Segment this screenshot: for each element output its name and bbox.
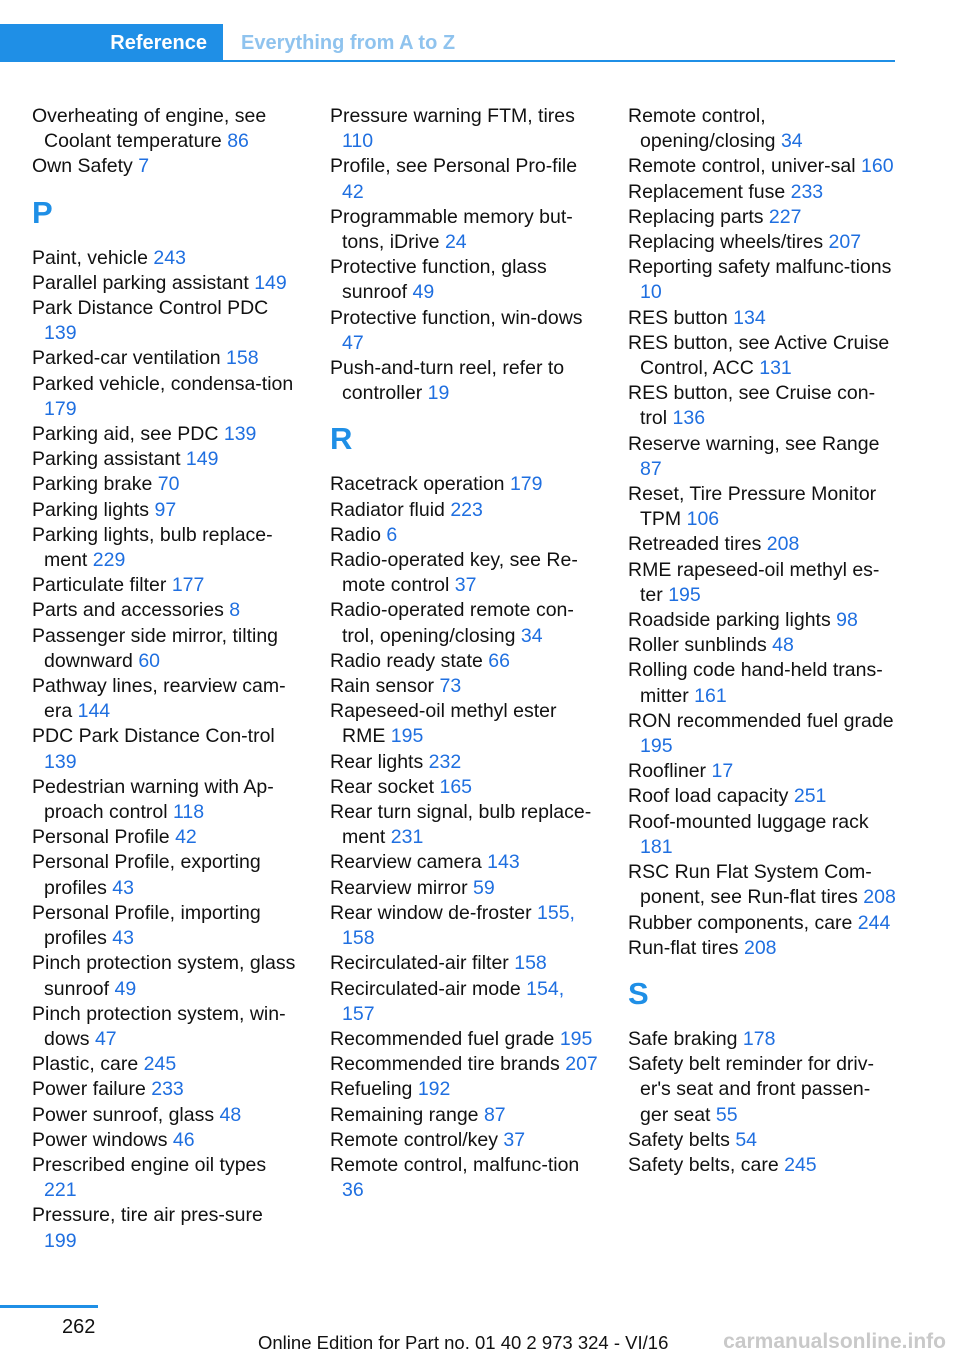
page-reference-link[interactable]: 47: [94, 1027, 117, 1050]
page-reference-link[interactable]: 233: [790, 180, 824, 203]
page-reference-link[interactable]: 55: [715, 1103, 738, 1126]
entry-term: Profile, see Personal Pro-file: [330, 155, 578, 178]
entry-term: Park Distance Control PDC: [32, 297, 269, 320]
page-reference-link[interactable]: 158: [226, 347, 259, 370]
entry-term: Reserve warning, see Range: [628, 432, 880, 455]
index-entry: [330, 104, 598, 154]
index-entry: [628, 154, 898, 179]
entry-term: Pathway lines, rearview cam-era: [32, 675, 286, 723]
index-entry: [330, 977, 598, 1027]
index-entry: [32, 674, 300, 724]
page-reference-link[interactable]: 87: [483, 1103, 506, 1126]
index-entry: [628, 1128, 898, 1153]
page-reference-link[interactable]: 37: [454, 574, 477, 597]
index-entry: [330, 1153, 598, 1203]
entry-term: RON recommended fuel grade: [628, 709, 894, 732]
page-reference-link[interactable]: 221: [44, 1179, 77, 1202]
index-entry: [32, 573, 300, 598]
index-entry: [628, 482, 898, 532]
index-entry: [330, 154, 598, 204]
page-reference-link[interactable]: 131: [759, 357, 792, 380]
index-entry: [330, 1052, 598, 1077]
page-reference-link[interactable]: 149: [185, 448, 219, 471]
index-entry: [32, 1128, 300, 1153]
index-entry: [628, 936, 898, 961]
index-entry: [330, 1077, 598, 1102]
page-reference-link[interactable]: 227: [768, 205, 802, 228]
page-reference-link[interactable]: 43: [112, 876, 134, 899]
page-reference-link[interactable]: 6: [386, 523, 398, 546]
entry-term: Prescribed engine oil types: [32, 1153, 267, 1176]
page-reference-link[interactable]: 195: [559, 1027, 593, 1050]
page-reference-link[interactable]: 106: [686, 508, 720, 531]
entry-term: Rear socket: [330, 775, 435, 798]
page-reference-link[interactable]: 179: [44, 397, 77, 420]
index-entry: [628, 381, 898, 431]
page-reference-link[interactable]: 195: [668, 583, 701, 606]
index-entry: [32, 775, 300, 825]
index-entry: [330, 498, 598, 523]
page-reference-link[interactable]: 160: [861, 155, 894, 178]
entry-term: Safety belts: [628, 1128, 730, 1151]
page-reference-link[interactable]: 207: [828, 231, 862, 254]
page-reference-link[interactable]: 208: [863, 886, 896, 909]
index-entry: [628, 1052, 898, 1128]
index-entry: [628, 306, 898, 331]
page-reference-link[interactable]: 143: [487, 851, 520, 874]
entry-term: RES button, see Cruise con-trol: [628, 382, 876, 430]
section-letter: S: [628, 975, 649, 1011]
index-entry: [330, 472, 598, 497]
page-reference-link[interactable]: 60: [138, 649, 161, 672]
page-reference-link[interactable]: 251: [793, 785, 827, 808]
page-reference-link[interactable]: 134: [733, 306, 766, 329]
entry-term: RES button: [628, 306, 728, 329]
entry-term: Rubber components, care: [628, 911, 853, 934]
index-entry: [628, 709, 898, 759]
page-reference-link[interactable]: 232: [428, 750, 462, 773]
index-entry: [32, 1052, 300, 1077]
index-entry: [628, 810, 898, 860]
index-column-2: [330, 104, 598, 1203]
index-entry: [330, 750, 598, 775]
entry-term: Parking aid, see PDC: [32, 423, 219, 446]
entry-term: Personal Profile, exporting profiles: [32, 851, 261, 899]
index-entry: [32, 951, 300, 1001]
entry-term: Pinch protection system, glass sunroof: [32, 952, 296, 1000]
index-entry: [628, 558, 898, 608]
index-entry: [628, 784, 898, 809]
page-reference-link[interactable]: 144: [77, 700, 111, 723]
page-reference-link[interactable]: 42: [342, 180, 364, 203]
index-entry: [628, 1153, 898, 1178]
index-entry: [32, 523, 300, 573]
tab-everything-a-to-z[interactable]: Everything from A to Z: [241, 31, 456, 54]
page-reference-link[interactable]: 70: [157, 473, 180, 496]
entry-term: Programmable memory but-tons, iDrive: [330, 205, 573, 254]
index-entry: [628, 532, 898, 557]
index-entry: [32, 850, 300, 900]
index-entry: [32, 1103, 300, 1128]
entry-term: Remaining range: [330, 1103, 479, 1126]
index-entry: [32, 346, 300, 371]
entry-term: Own Safety: [32, 155, 133, 178]
index-entry: [32, 447, 300, 472]
tab-reference[interactable]: Reference: [0, 24, 223, 62]
page-reference-link[interactable]: 48: [772, 634, 794, 657]
index-entry: [330, 205, 598, 255]
entry-term: Replacement fuse: [628, 180, 786, 203]
page-reference-link[interactable]: 195: [640, 735, 673, 758]
entry-term: RME rapeseed-oil methyl es-ter: [628, 558, 880, 606]
page-reference-link[interactable]: 195: [390, 725, 424, 748]
entry-term: Radio ready state: [330, 649, 483, 672]
index-entry: [628, 255, 898, 305]
index-entry: [32, 246, 300, 271]
index-entry: [330, 598, 598, 648]
entry-term: Rearview mirror: [330, 876, 468, 899]
entry-term: Safety belts, care: [628, 1153, 779, 1176]
page-reference-link[interactable]: 59: [473, 876, 495, 899]
page-reference-link[interactable]: 10: [640, 281, 662, 304]
index-entry: [628, 759, 898, 784]
index-entry: [628, 205, 898, 230]
page-reference-link[interactable]: 7: [138, 155, 150, 178]
index-entry: [32, 1002, 300, 1052]
index-entry: [628, 860, 898, 910]
index-entry: [32, 1203, 300, 1253]
page-reference-link[interactable]: 43: [112, 927, 134, 950]
index-entry: [628, 608, 898, 633]
index-column-3: [628, 104, 898, 1178]
page-reference-link[interactable]: 155, 158: [342, 901, 575, 950]
entry-term: Safe braking: [628, 1027, 738, 1050]
page-reference-link[interactable]: 54: [735, 1128, 758, 1151]
entry-term: Replacing wheels/tires: [628, 231, 824, 254]
entry-term: Remote control, malfunc-tion: [330, 1153, 580, 1176]
page-reference-link[interactable]: 37: [503, 1128, 526, 1151]
index-entry: [628, 1027, 898, 1052]
index-entry: [32, 271, 300, 296]
entry-term: Safety belt reminder for driv-er's seat and front passen-ger seat: [628, 1053, 875, 1126]
page-reference-link[interactable]: 165: [439, 775, 473, 798]
entry-term: Rearview camera: [330, 851, 482, 874]
page-reference-link[interactable]: 34: [780, 130, 803, 153]
index-entry: [628, 432, 898, 482]
entry-term: Parking brake: [32, 473, 153, 496]
entry-term: Power windows: [32, 1128, 168, 1151]
entry-term: Power sunroof, glass: [32, 1103, 215, 1126]
page-reference-link[interactable]: 73: [439, 675, 462, 698]
entry-term: Parking lights, bulb replace-ment: [32, 523, 273, 572]
entry-term: Roofliner: [628, 760, 707, 783]
entry-term: Radio-operated key, see Re-mote control: [330, 549, 578, 597]
entry-term: PDC Park Distance Con-trol: [32, 725, 275, 748]
page-reference-link[interactable]: 47: [342, 331, 364, 354]
index-entry: [628, 180, 898, 205]
index-entry: [32, 422, 300, 447]
entry-term: Roof-mounted luggage rack: [628, 810, 869, 833]
index-entry: [32, 598, 300, 623]
index-entry: [330, 901, 598, 951]
entry-term: Retreaded tires: [628, 533, 762, 556]
entry-term: Pressure warning FTM, tires: [330, 105, 575, 127]
page-reference-link[interactable]: 49: [412, 281, 435, 304]
page-reference-link[interactable]: 181: [640, 835, 673, 858]
index-entry: [330, 1027, 598, 1052]
index-column-1: [32, 104, 300, 1254]
entry-term: Protective function, glass sunroof: [330, 256, 547, 304]
page-reference-link[interactable]: 34: [520, 624, 543, 647]
entry-term: Passenger side mirror, tilting downward: [32, 624, 279, 672]
page-reference-link[interactable]: 86: [227, 130, 249, 153]
index-entry: [32, 154, 300, 179]
entry-term: Paint, vehicle: [32, 246, 148, 269]
entry-term: RES button, see Active Cruise Control, ACC: [628, 331, 890, 380]
index-entry: [32, 624, 300, 674]
index-entry: [330, 523, 598, 548]
index-entry: [330, 699, 598, 749]
index-entry: [330, 548, 598, 598]
index-entry: [628, 633, 898, 658]
index-entry: [628, 104, 898, 154]
page-reference-link[interactable]: 158: [514, 952, 547, 975]
entry-term: Recommended tire brands: [330, 1053, 560, 1076]
page-reference-link[interactable]: 223: [450, 498, 483, 521]
page-reference-link[interactable]: 178: [742, 1027, 776, 1050]
entry-term: Personal Profile: [32, 826, 170, 849]
page-reference-link[interactable]: 208: [743, 936, 777, 959]
entry-term: Radio: [330, 523, 381, 546]
index-entry: [330, 951, 598, 976]
page-reference-link[interactable]: 177: [171, 574, 205, 597]
index-entry: [330, 649, 598, 674]
entry-term: Rear turn signal, bulb replace-ment: [330, 801, 592, 849]
entry-term: Rolling code hand-held trans-mitter: [628, 659, 883, 707]
entry-term: Reporting safety malfunc-tions: [628, 256, 892, 279]
page-reference-link[interactable]: 207: [565, 1053, 598, 1076]
entry-term: Particulate filter: [32, 574, 167, 597]
page-reference-link[interactable]: 8: [229, 599, 241, 622]
page-reference-link[interactable]: 139: [44, 750, 77, 773]
page-reference-link[interactable]: 192: [417, 1078, 451, 1101]
index-entry: [32, 901, 300, 951]
page-reference-link[interactable]: 245: [143, 1053, 177, 1076]
index-entry: [330, 356, 598, 406]
entry-term: Overheating of engine, see Coolant temperature: [32, 105, 267, 153]
entry-term: Run-flat tires: [628, 936, 739, 959]
entry-term: Parts and accessories: [32, 599, 224, 622]
page-reference-link[interactable]: 199: [44, 1229, 77, 1252]
page-reference-link[interactable]: 245: [784, 1153, 817, 1176]
page-number: 262: [62, 1316, 96, 1338]
index-entry: [330, 1103, 598, 1128]
entry-term: Roadside parking lights: [628, 609, 831, 632]
page-reference-link[interactable]: 244: [857, 911, 891, 934]
index-entry: [628, 331, 898, 381]
entry-term: Reset, Tire Pressure Monitor TPM: [628, 483, 877, 531]
entry-term: Pedestrian warning with Ap-proach control: [32, 775, 274, 824]
index-entry: [330, 674, 598, 699]
index-entry: [32, 724, 300, 774]
entry-term: Pressure, tire air pres-sure: [32, 1204, 263, 1227]
index-entry: [32, 1077, 300, 1102]
page-reference-link[interactable]: 24: [444, 231, 467, 254]
entry-term: Radiator fluid: [330, 498, 445, 521]
entry-term: Push-and-turn reel, refer to controller: [330, 357, 565, 405]
page-reference-link[interactable]: 231: [390, 826, 424, 849]
entry-term: Roller sunblinds: [628, 634, 767, 657]
index-entry: [628, 911, 898, 936]
page-reference-link[interactable]: 161: [694, 684, 727, 707]
entry-term: Protective function, win-dows: [330, 306, 583, 329]
page-reference-link[interactable]: 118: [173, 801, 205, 824]
index-entry: [330, 1128, 598, 1153]
index-entry: [330, 876, 598, 901]
page-reference-link[interactable]: 42: [175, 826, 197, 849]
page-reference-link[interactable]: 243: [153, 246, 186, 269]
page-reference-link[interactable]: 49: [114, 977, 137, 1000]
entry-term: Parking assistant: [32, 448, 181, 471]
page-reference-link[interactable]: 48: [219, 1103, 242, 1126]
page-reference-link[interactable]: 233: [151, 1078, 184, 1101]
page-reference-link[interactable]: 87: [640, 457, 662, 480]
page-reference-link[interactable]: 97: [154, 498, 177, 521]
entry-term: Rear lights: [330, 750, 424, 773]
watermark: carmanualsonline.info: [723, 1330, 946, 1353]
page-reference-link[interactable]: 46: [172, 1128, 195, 1151]
entry-term: Personal Profile, importing profiles: [32, 901, 261, 950]
index-entry: [330, 306, 598, 356]
page-reference-link[interactable]: 36: [342, 1179, 364, 1202]
entry-term: Remote control/key: [330, 1128, 498, 1151]
entry-term: Parking lights: [32, 498, 150, 521]
page-reference-link[interactable]: 208: [766, 533, 800, 556]
index-entry: [32, 498, 300, 523]
entry-term: Power failure: [32, 1078, 146, 1101]
page-reference-link[interactable]: 98: [836, 609, 858, 632]
page-reference-link[interactable]: 19: [427, 382, 450, 405]
page-reference-link[interactable]: 139: [223, 423, 257, 446]
index-entry: [330, 850, 598, 875]
index-entry: [32, 296, 300, 346]
entry-term: Replacing parts: [628, 205, 764, 228]
entry-term: RSC Run Flat System Com-ponent, see Run-flat tires: [628, 861, 872, 909]
entry-term: Refueling: [330, 1078, 413, 1101]
index-entry: [32, 472, 300, 497]
entry-term: Recirculated-air mode: [330, 977, 521, 1000]
entry-term: Parallel parking assistant: [32, 271, 249, 294]
page-reference-link[interactable]: 66: [488, 649, 510, 672]
page-reference-link[interactable]: 139: [44, 322, 77, 345]
page-reference-link[interactable]: 154, 157: [342, 977, 565, 1025]
index-entry: [330, 800, 598, 850]
section-letter: P: [32, 194, 53, 230]
index-entry: [32, 372, 300, 422]
entry-term: Parked-car ventilation: [32, 347, 221, 370]
entry-term: Rapeseed-oil methyl ester RME: [330, 700, 557, 748]
entry-term: Radio-operated remote con-trol, opening/closing: [330, 599, 574, 647]
index-entry: [32, 825, 300, 850]
entry-term: Roof load capacity: [628, 785, 789, 808]
page-reference-link[interactable]: 110: [342, 130, 374, 153]
index-entry: [32, 1153, 300, 1203]
index-entry: [330, 775, 598, 800]
page-reference-link[interactable]: 136: [672, 407, 706, 430]
entry-term: Rear window de-froster: [330, 901, 532, 924]
entry-term: Parked vehicle, condensa-tion: [32, 372, 294, 395]
entry-term: Remote control, univer-sal: [628, 155, 856, 178]
section-letter: R: [330, 421, 353, 457]
page-reference-link[interactable]: 179: [509, 473, 543, 496]
entry-term: Plastic, care: [32, 1053, 139, 1076]
page-reference-link[interactable]: 149: [254, 271, 287, 294]
footer-rule: [0, 1305, 98, 1308]
entry-term: Remote control, opening/closing: [628, 105, 776, 153]
index-entry: [628, 230, 898, 255]
index-entry: [32, 104, 300, 154]
index-entry: [330, 255, 598, 305]
entry-term: Rain sensor: [330, 675, 435, 698]
entry-term: Racetrack operation: [330, 473, 505, 496]
entry-term: Recirculated-air filter: [330, 952, 509, 975]
entry-term: Recommended fuel grade: [330, 1027, 555, 1050]
entry-term: Pinch protection system, win-dows: [32, 1002, 286, 1050]
page-reference-link[interactable]: 229: [92, 549, 126, 572]
page-reference-link[interactable]: 17: [711, 760, 734, 783]
index-entry: [628, 658, 898, 708]
edition-note: Online Edition for Part no. 01 40 2 973 324 - VI/16: [258, 1332, 669, 1353]
